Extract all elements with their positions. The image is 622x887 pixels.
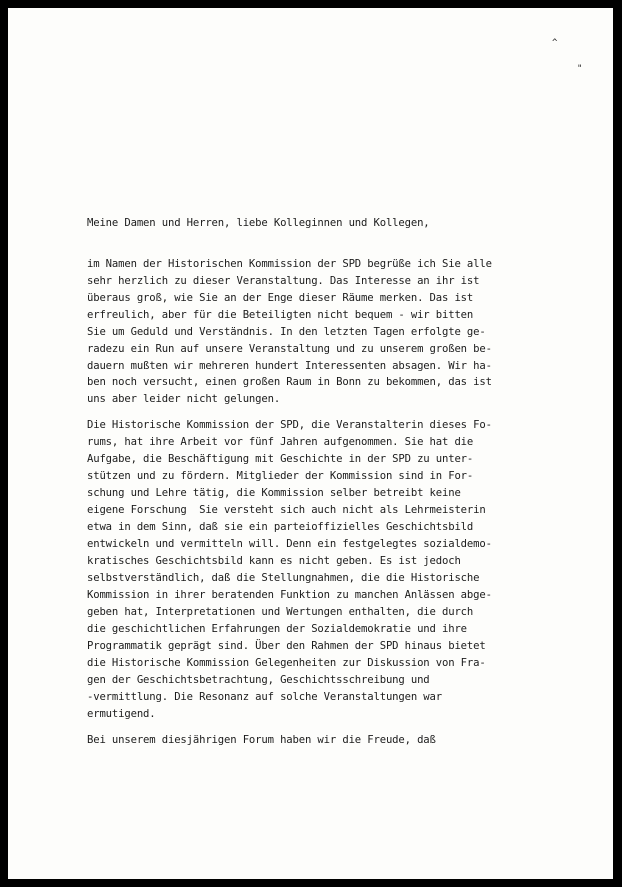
paragraph-1-line: radezu ein Run auf unsere Veranstaltung und zu unserem großen be- [87,343,492,355]
paragraph-2-line: rums, hat ihre Arbeit vor fünf Jahren aufgenommen. Sie hat die [87,436,474,448]
paragraph-2-line: die geschichtlichen Erfahrungen der Sozialdemokratie und ihre [87,623,467,635]
corner-mark-top: ^ [552,38,558,48]
paragraph-1-line: dauern mußten wir mehreren hundert Interessenten absagen. Wir ha- [87,360,492,372]
paragraph-1-line: erfreulich, aber für die Beteiligten nicht bequem - wir bitten [87,309,474,321]
paragraph-1-line: uns aber leider nicht gelungen. [87,393,281,405]
paragraph-2-line: stützen und zu fördern. Mitglieder der Kommission sind in For- [87,470,474,482]
paragraph-2-line: etwa in dem Sinn, daß sie ein parteioffizielles Geschichtsbild [87,521,474,533]
paragraph-2-line: eigene Forschung Sie versteht sich auch nicht als Lehrmeisterin [87,504,486,516]
paragraph-2-line: Aufgabe, die Beschäftigung mit Geschichte in der SPD zu unter- [87,453,474,465]
paragraph-1-line: überaus groß, wie Sie an der Enge dieser Räume merken. Das ist [87,292,474,304]
paragraph-1-line: sehr herzlich zu dieser Veranstaltung. Das Interesse an ihr ist [87,275,480,287]
paragraph-2-line: ermutigend. [87,708,156,720]
paragraph-2-line: selbstverständlich, daß die Stellungnahmen, die die Historische [87,572,480,584]
paragraph-2-line: geben hat, Interpretationen und Wertungen enthalten, die durch [87,606,474,618]
document-page [8,8,613,879]
paragraph-2-line: die Historische Kommission Gelegenheiten zur Diskussion von Fra- [87,657,486,669]
paragraph-1-line: im Namen der Historischen Kommission der SPD begrüße ich Sie alle [87,258,492,270]
corner-mark-side: " [577,64,583,74]
paragraph-2-line: entwickeln und vermitteln will. Denn ein festgelegtes sozialdemo- [87,538,492,550]
paragraph-2-line: gen der Geschichtsbetrachtung, Geschichtsschreibung und [87,674,430,686]
paragraph-3-line: Bei unserem diesjährigen Forum haben wir die Freude, daß [87,734,436,746]
paragraph-2-line: Programmatik geprägt sind. Über den Rahmen der SPD hinaus bietet [87,640,486,652]
paragraph-2-line: Die Historische Kommission der SPD, die Veranstalterin dieses Fo- [87,419,492,431]
paragraph-2-line: Kommission in ihrer beratenden Funktion zu manchen Anlässen abge- [87,589,492,601]
paragraph-1-line: ben noch versucht, einen großen Raum in Bonn zu bekommen, das ist [87,376,492,388]
paragraph-2-line: kratisches Geschichtsbild kann es nicht geben. Es ist jedoch [87,555,461,567]
paragraph-2-line: schung und Lehre tätig, die Kommission selber betreibt keine [87,487,461,499]
salutation: Meine Damen und Herren, liebe Kolleginnen und Kollegen, [87,217,430,229]
paragraph-2-line: -vermittlung. Die Resonanz auf solche Veranstaltungen war [87,691,442,703]
paragraph-1-line: Sie um Geduld und Verständnis. In den letzten Tagen erfolgte ge- [87,326,486,338]
